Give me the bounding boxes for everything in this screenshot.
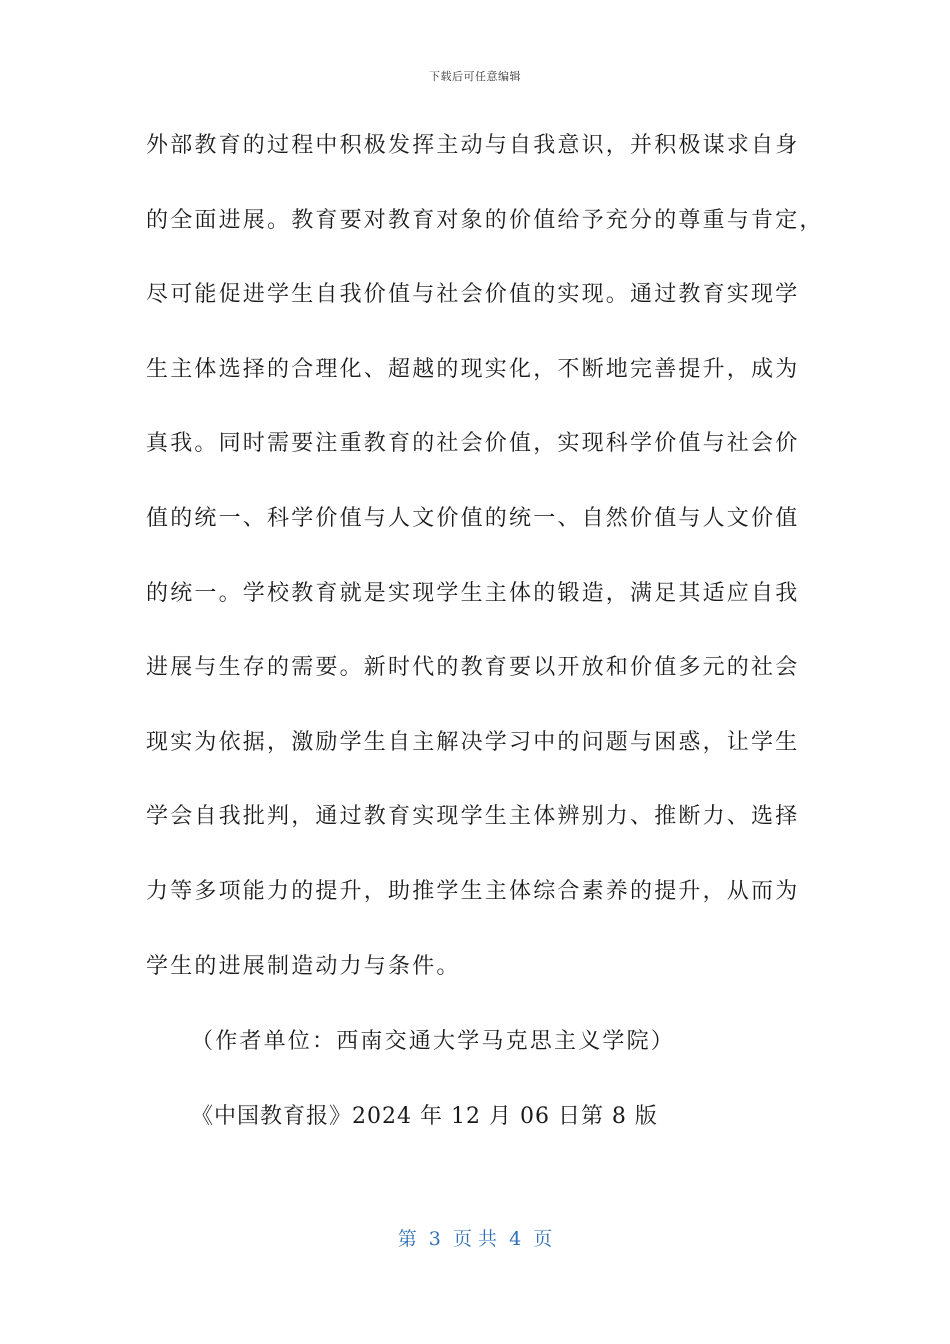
paragraph-line: 学生的进展制造动力与条件。	[146, 953, 461, 979]
author-affiliation: （作者单位：西南交通大学马克思主义学院）	[191, 1029, 676, 1054]
paragraph-line: 真我。同时需要注重教育的社会价值，实现科学价值与社会价	[146, 431, 800, 457]
paragraph-line: 尽可能促进学生自我价值与社会价值的实现。通过教育实现学	[146, 282, 800, 308]
page-number: 第 3 页 共 4 页	[397, 1228, 553, 1250]
article-body	[146, 126, 824, 1021]
paragraph-line: 现实为依据，激励学生自主解决学习中的问题与困惑，让学生	[146, 729, 800, 755]
paragraph-line: 外部教育的过程中积极发挥主动与自我意识，并积极谋求自身	[146, 133, 800, 158]
header-note: 下载后可任意编辑	[429, 70, 521, 83]
paragraph-line: 的全面进展。教育要对教育对象的价值给予充分的尊重与肯定，	[146, 207, 824, 233]
paragraph-line: 力等多项能力的提升，助推学生主体综合素养的提升，从而为	[146, 878, 800, 904]
paragraph-line: 的统一。学校教育就是实现学生主体的锻造，满足其适应自我	[146, 580, 800, 606]
paragraph-line: 值的统一、科学价值与人文价值的统一、自然价值与人文价值	[146, 505, 800, 531]
source-citation: 《中国教育报》2024 年 12 月 06 日第 8 版	[191, 1104, 658, 1129]
paragraph-line: 生主体选择的合理化、超越的现实化，不断地完善提升，成为	[146, 356, 800, 382]
paragraph-line: 进展与生存的需要。新时代的教育要以开放和价值多元的社会	[146, 655, 800, 681]
paragraph-line: 学会自我批判，通过教育实现学生主体辨别力、推断力、选择	[146, 804, 800, 830]
